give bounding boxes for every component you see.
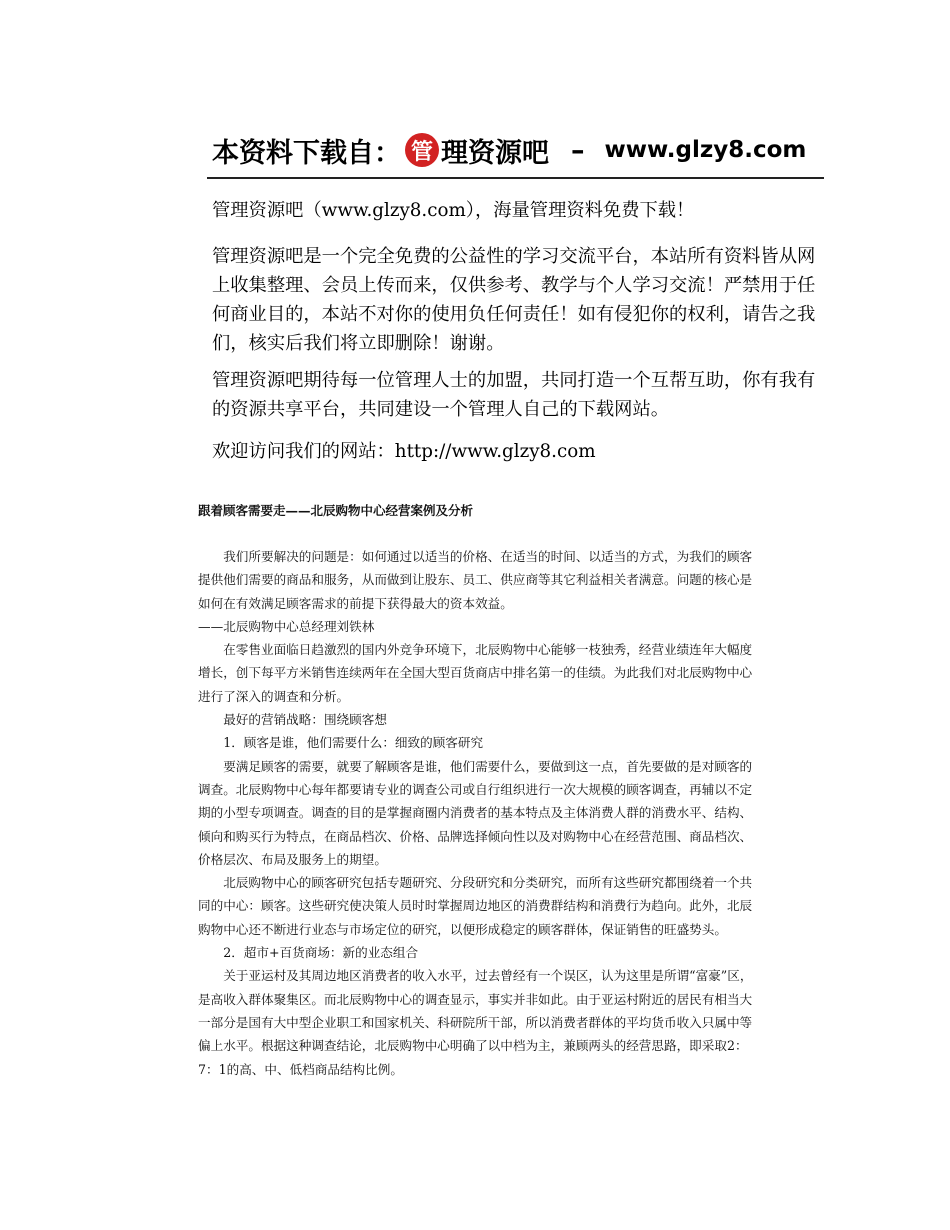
intro-visit: [212, 437, 828, 466]
intro-disclaimer: [212, 242, 828, 358]
intro-line: [212, 196, 828, 225]
article-title: 跟着顾客需要走——北辰购物中心经营案例及分析: [198, 503, 474, 518]
article-paragraph: 在零售业面临日趋激烈的国内外竞争环境下，北辰购物中心能够一枝独秀，经营业绩连年大幅度增长，创下每平方米销售连续两年在全国大型百货商店中排名第一的佳绩。为此我们对北辰购物中心进行了深入的调查和分析。: [198, 642, 753, 704]
banner-site-name: 理资源吧: [441, 137, 549, 169]
article-body: [198, 545, 754, 1081]
article-subheading: 最好的营销战略：围绕顾客想: [223, 712, 387, 728]
article-paragraph: 关于亚运村及其周边地区消费者的收入水平，过去曾经有一个误区，认为这里是所谓“富豪”区，是高收入群体聚集区。而北辰购物中心的调查显示，事实并非如此。由于亚运村附近的居民有相当大一部分是国有大中型企业职工和国家机关、科研院所干部，所以消费者群体的平均货币收入只属中等偏上水平。根据这种调查结论，北辰购物中心明确了以中档为主，兼顾两头的经营思路，即采取2：7：1的高、中、低档商品结构比例。: [198, 968, 753, 1077]
article-quote-attribution: ——北辰购物中心总经理刘铁林: [198, 618, 375, 634]
header-divider: [207, 177, 824, 179]
intro-invitation-text: 管理资源吧期待每一位管理人士的加盟，共同打造一个互帮互助，你有我有的资源共享平台，共同建设一个管理人自己的下载网站。: [212, 370, 816, 420]
intro-visit-link[interactable]: 欢迎访问我们的网站：http://www.glzy8.com: [212, 441, 596, 462]
download-banner: [212, 120, 832, 180]
banner-prefix: 本资料下载自：: [212, 137, 401, 169]
glzy8-logo-icon: 管: [405, 133, 439, 167]
article-paragraph: 我们所要解决的问题是：如何通过以适当的价格、在适当的时间、以适当的方式，为我们的顾客提供他们需要的商品和服务，从而做到让股东、员工、供应商等其它利益相关者满意。问题的核心是如何在有效满足顾客需求的前提下获得最大的资本效益。: [198, 549, 753, 611]
article-section-heading: 1．顾客是谁，他们需要什么：细致的顾客研究: [223, 735, 484, 751]
intro-tagline: 管理资源吧（www.glzy8.com），海量管理资料免费下载！: [212, 200, 695, 221]
banner-dash: –: [571, 134, 585, 166]
article-paragraph: 要满足顾客的需要，就要了解顾客是谁，他们需要什么，要做到这一点，首先要做的是对顾客的调查。北辰购物中心每年都要请专业的调查公司或自行组织进行一次大规模的顾客调查，再辅以不定期的小型专项调查。调查的目的是掌握商圈内消费者的基本特点及主体消费人群的消费水平、结构、倾向和购买行为特点，在商品档次、价格、品牌选择倾向性以及对购物中心在经营范围、商品档次、价格层次、布局及服务上的期望。: [198, 758, 753, 867]
intro-disclaimer-text: 管理资源吧是一个完全免费的公益性的学习交流平台，本站所有资料皆从网上收集整理、会员上传而来，仅供参考、教学与个人学习交流！严禁用于任何商业目的，本站不对你的使用负任何责任！如有侵犯你的权利，请告之我们，核实后我们将立即删除！谢谢。: [212, 246, 816, 354]
banner-url-link[interactable]: www.glzy8.com: [604, 137, 807, 163]
article-paragraph: 北辰购物中心的顾客研究包括专题研究、分段研究和分类研究，而所有这些研究都围绕着一个共同的中心：顾客。这些研究使决策人员时时掌握周边地区的消费群结构和消费行为趋向。此外，北辰购物中心还不断进行业态与市场定位的研究，以便形成稳定的顾客群体，保证销售的旺盛势头。: [198, 875, 753, 937]
article-section-heading: 2．超市+百货商场：新的业态组合: [223, 945, 419, 961]
intro-invitation: [212, 366, 828, 424]
